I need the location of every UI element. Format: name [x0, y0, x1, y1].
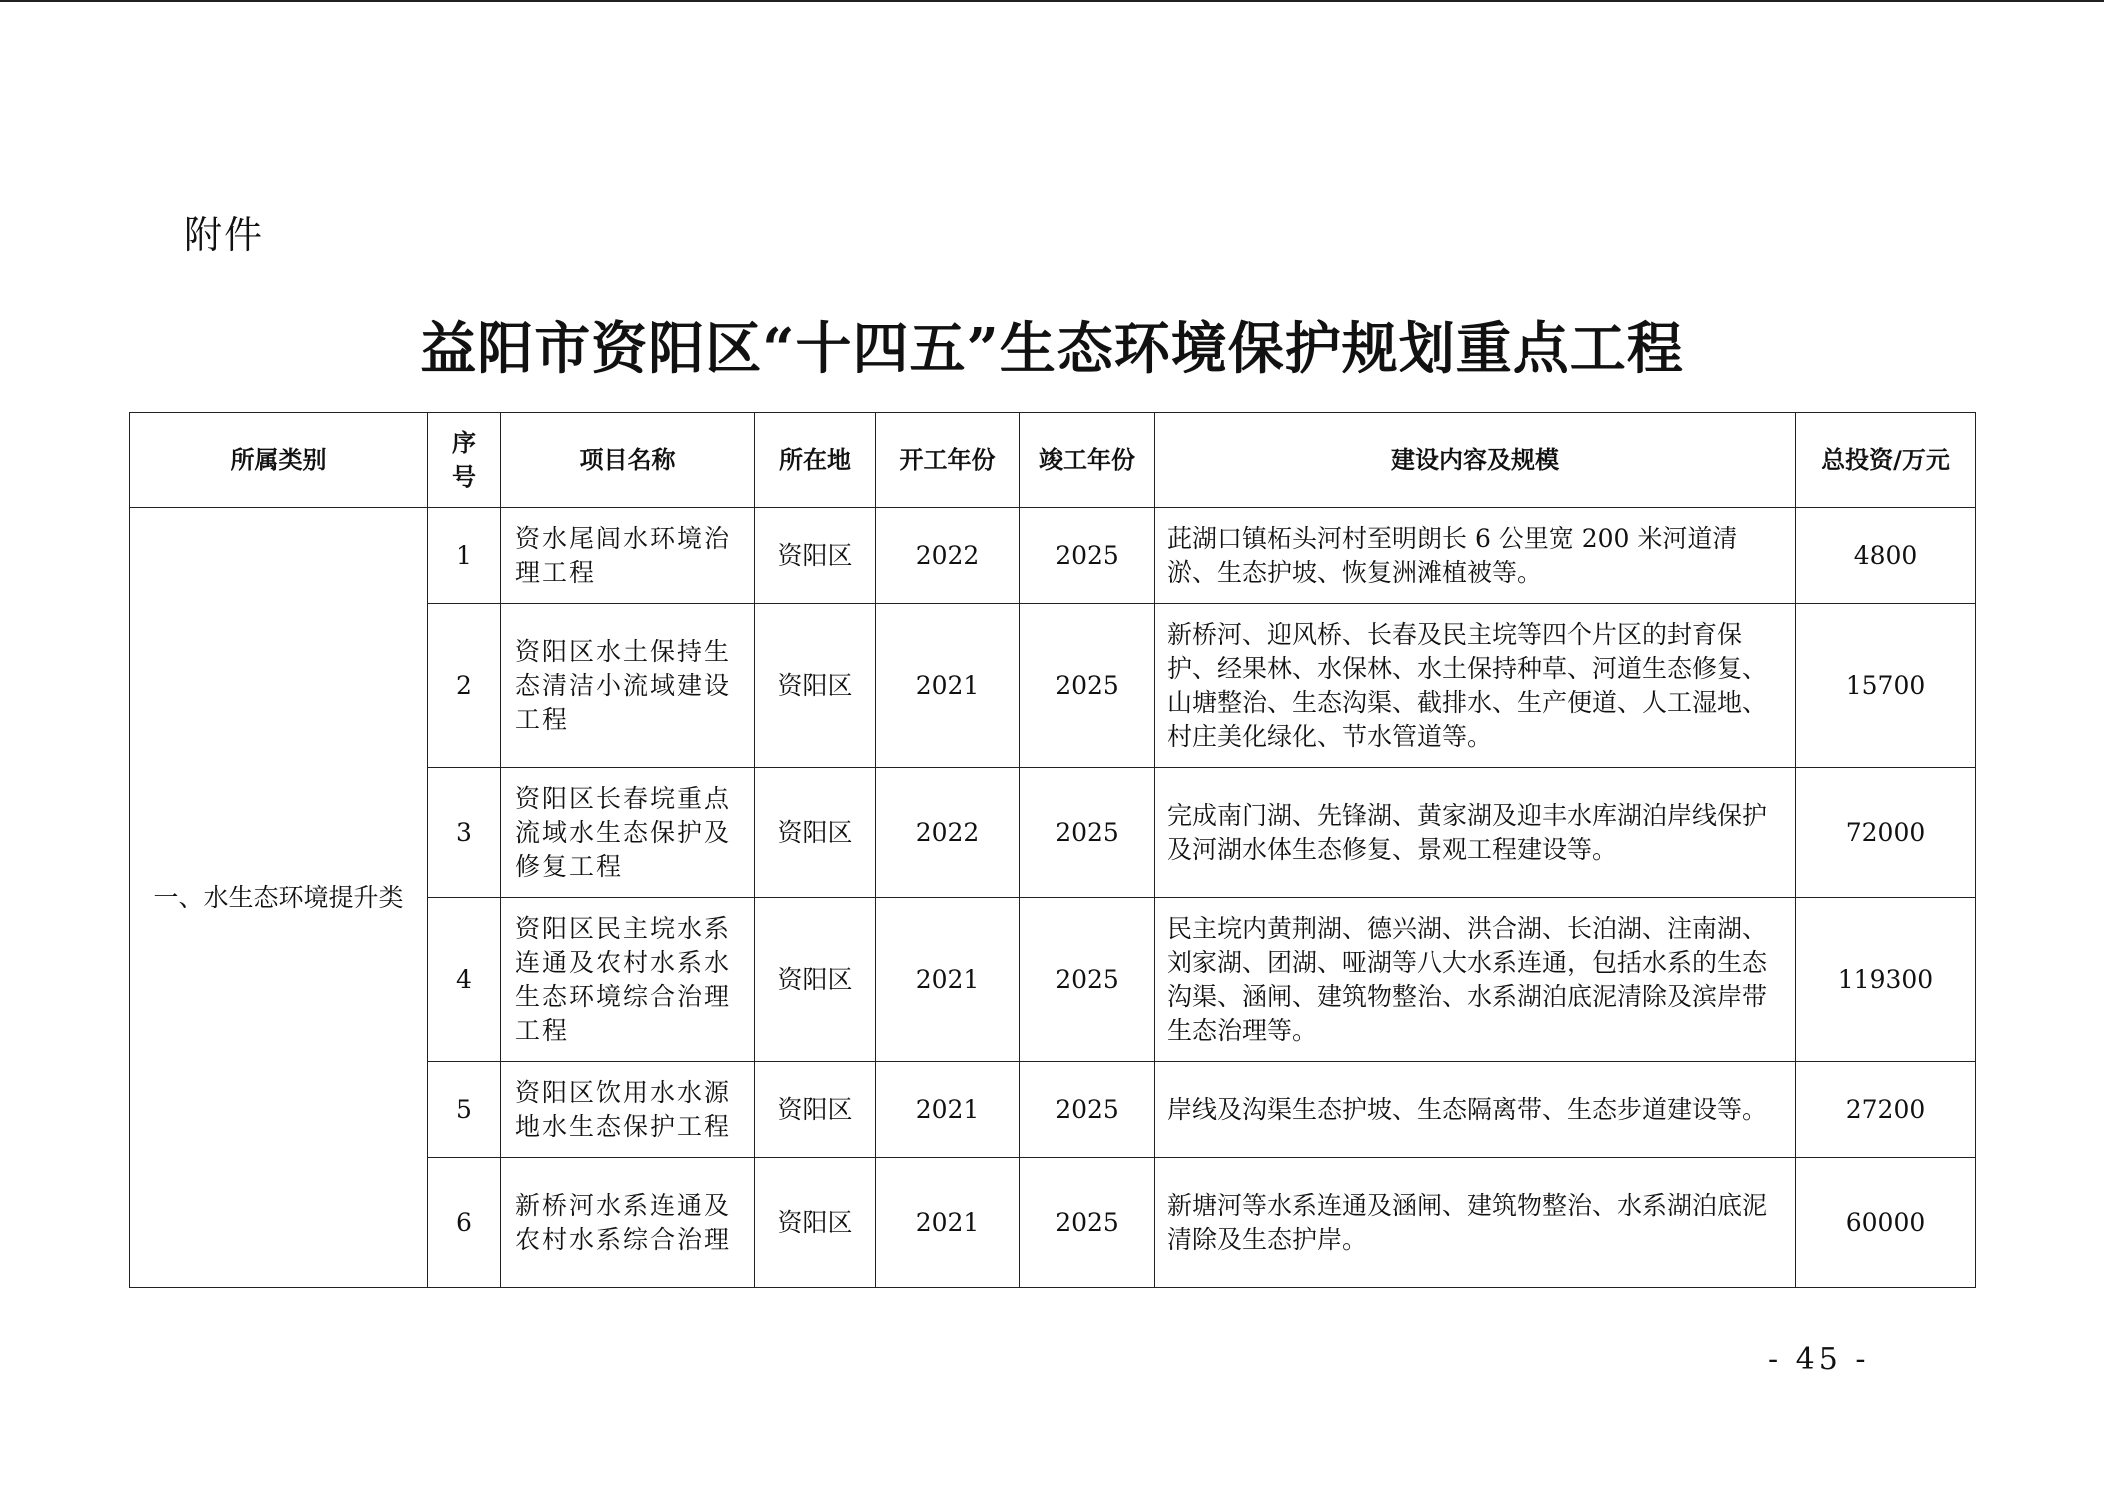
location-cell: 资阳区: [755, 604, 876, 768]
header-seq: [428, 413, 501, 508]
content-cell: 民主垸内黄荆湖、德兴湖、洪合湖、长泊湖、注南湖、刘家湖、团湖、哑湖等八大水系连通，包括水系的生态沟渠、涵闸、建筑物整治、水系湖泊底泥清除及滨岸带生态治理等。: [1155, 898, 1796, 1062]
header-category: 所属类别: [130, 413, 428, 508]
table-row: [130, 508, 1976, 604]
header-name: 项目名称: [501, 413, 755, 508]
header-content: 建设内容及规模: [1155, 413, 1796, 508]
table-header-row: [130, 413, 1976, 508]
content-cell: 岸线及沟渠生态护坡、生态隔离带、生态步道建设等。: [1155, 1062, 1796, 1158]
end-year-cell: 2025: [1020, 604, 1155, 768]
investment-cell: 60000: [1796, 1158, 1976, 1288]
start-year-cell: 2021: [876, 604, 1020, 768]
category-cell: 一、水生态环境提升类: [130, 508, 428, 1288]
location-cell: 资阳区: [755, 1158, 876, 1288]
seq-cell: 4: [428, 898, 501, 1062]
end-year-cell: 2025: [1020, 768, 1155, 898]
page-top-rule: [0, 0, 2104, 2]
investment-cell: 15700: [1796, 604, 1976, 768]
projects-table: [129, 412, 1976, 1288]
annex-label: 附件: [184, 213, 265, 257]
end-year-cell: 2025: [1020, 508, 1155, 604]
content-cell: 完成南门湖、先锋湖、黄家湖及迎丰水库湖泊岸线保护及河湖水体生态修复、景观工程建设等。: [1155, 768, 1796, 898]
end-year-cell: 2025: [1020, 1158, 1155, 1288]
location-cell: 资阳区: [755, 1062, 876, 1158]
start-year-cell: 2021: [876, 898, 1020, 1062]
page-number: - 45 -: [1768, 1342, 1870, 1377]
project-name-cell: 资阳区民主垸水系连通及农村水系水生态环境综合治理工程: [501, 898, 755, 1062]
location-cell: 资阳区: [755, 768, 876, 898]
project-name-cell: 资水尾闾水环境治理工程: [501, 508, 755, 604]
investment-cell: 119300: [1796, 898, 1976, 1062]
header-investment: 总投资/万元: [1796, 413, 1976, 508]
start-year-cell: 2022: [876, 508, 1020, 604]
seq-cell: 3: [428, 768, 501, 898]
project-name-cell: 资阳区水土保持生态清洁小流域建设工程: [501, 604, 755, 768]
seq-cell: 5: [428, 1062, 501, 1158]
header-location: 所在地: [755, 413, 876, 508]
end-year-cell: 2025: [1020, 898, 1155, 1062]
investment-cell: 27200: [1796, 1062, 1976, 1158]
content-cell: 新塘河等水系连通及涵闸、建筑物整治、水系湖泊底泥清除及生态护岸。: [1155, 1158, 1796, 1288]
content-cell: 新桥河、迎风桥、长春及民主垸等四个片区的封育保护、经果林、水保林、水土保持种草、河道生态修复、山塘整治、生态沟渠、截排水、生产便道、人工湿地、村庄美化绿化、节水管道等。: [1155, 604, 1796, 768]
start-year-cell: 2021: [876, 1158, 1020, 1288]
seq-cell: 2: [428, 604, 501, 768]
start-year-cell: 2022: [876, 768, 1020, 898]
content-cell: 茈湖口镇柘头河村至明朗长 6 公里宽 200 米河道清淤、生态护坡、恢复洲滩植被等。: [1155, 508, 1796, 604]
seq-cell: 1: [428, 508, 501, 604]
project-name-cell: 资阳区长春垸重点流域水生态保护及修复工程: [501, 768, 755, 898]
header-seq-label: 序号: [452, 429, 476, 491]
location-cell: 资阳区: [755, 898, 876, 1062]
start-year-cell: 2021: [876, 1062, 1020, 1158]
investment-cell: 72000: [1796, 768, 1976, 898]
document-title: 益阳市资阳区“十四五”生态环境保护规划重点工程: [420, 316, 1684, 382]
header-start-year: 开工年份: [876, 413, 1020, 508]
project-name-cell: 资阳区饮用水水源地水生态保护工程: [501, 1062, 755, 1158]
seq-cell: 6: [428, 1158, 501, 1288]
investment-cell: 4800: [1796, 508, 1976, 604]
header-end-year: 竣工年份: [1020, 413, 1155, 508]
project-name-cell: 新桥河水系连通及农村水系综合治理: [501, 1158, 755, 1288]
location-cell: 资阳区: [755, 508, 876, 604]
end-year-cell: 2025: [1020, 1062, 1155, 1158]
